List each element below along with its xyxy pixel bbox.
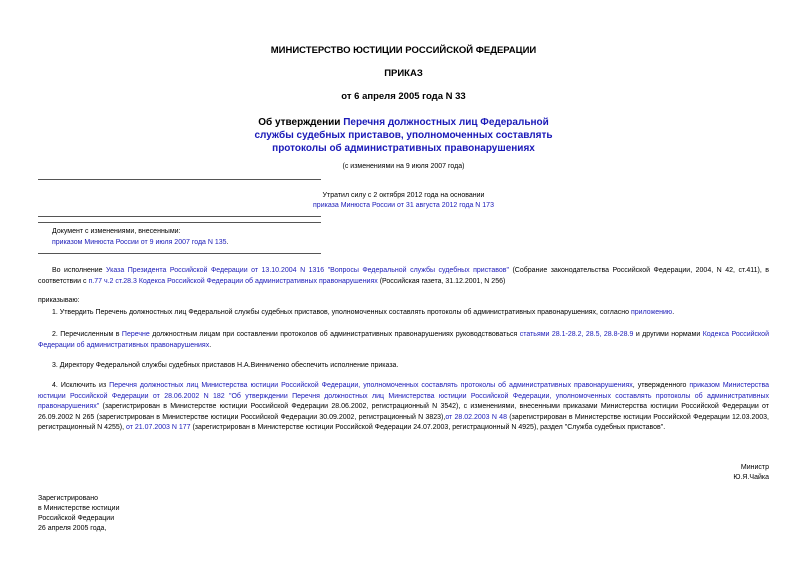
item-2-text-3: и другими нормами xyxy=(633,331,703,338)
document-title xyxy=(0,116,807,155)
item-2-paragraph xyxy=(38,330,769,351)
doc-changes-label: Документ с изменениями, внесенными: xyxy=(52,228,181,235)
registration-line-4: 26 апреля 2005 года, xyxy=(38,525,107,532)
registration-block xyxy=(38,494,119,534)
item-3-text: 3. Директору Федеральной службы судебных приставов Н.А.Винниченко обеспечить исполнение приказа. xyxy=(52,362,399,369)
item-1-text: 1. Утвердить Перечень должностных лиц Федеральной службы судебных приставов, уполномоченных составлять протоколы об административных правонарушениях, согласно xyxy=(52,309,631,316)
doc-date-number: от 6 апреля 2005 года N 33 xyxy=(341,91,466,102)
item-2-text-2: должностным лицам при составлении протоколов об административных правонарушениях руководствоваться xyxy=(149,331,520,338)
expiry-link[interactable]: приказа Минюста России от 31 августа 2012 года N 173 xyxy=(313,202,494,209)
preamble-text-1: Во исполнение xyxy=(52,267,107,274)
preamble-paragraph xyxy=(38,266,769,287)
title-link-line1[interactable]: Перечня должностных лиц Федеральной xyxy=(343,117,549,128)
divider xyxy=(38,179,321,180)
title-prefix: Об утверждении xyxy=(258,117,344,128)
admin-code-link[interactable]: Кодекса Российской Федерации об административных правонарушениях xyxy=(38,331,769,349)
doc-changes-end: . xyxy=(226,239,229,246)
doc-changes-link[interactable]: приказом Минюста России от 9 июля 2007 года N 135 xyxy=(52,239,227,246)
articles-link[interactable]: статьями 28.1-28.2, 28.5, 28.8-28.9 xyxy=(519,331,634,338)
signature-position: Министр xyxy=(740,464,769,471)
order-48-link[interactable]: от 28.02.2003 N 48 xyxy=(445,413,507,421)
registration-line-2: в Министерстве юстиции xyxy=(38,505,120,512)
expiry-note: Утратил силу с 2 октября 2012 года на основании xyxy=(322,192,485,199)
order-word: приказываю: xyxy=(38,297,80,304)
item-1-end: . xyxy=(672,309,675,316)
signature-name: Ю.Я.Чайка xyxy=(733,474,769,481)
item-4-text-2: , утвержденного xyxy=(632,382,690,389)
item-4-text-1: 4. Исключить из xyxy=(52,382,110,389)
preamble-text-3: (Российская газета, 31.12.2001, N 256) xyxy=(377,277,506,285)
item-3-paragraph xyxy=(38,361,769,372)
item-4-paragraph xyxy=(38,381,769,434)
item-2-end: . xyxy=(209,341,212,349)
divider xyxy=(38,222,321,223)
decree-link[interactable]: Указа Президента Российской Федерации от 13.10.2004 N 1316 "Вопросы Федеральной службы судебных приставов" xyxy=(106,267,509,274)
registration-line-3: Российской Федерации xyxy=(38,515,115,522)
item-4-text-3: (зарегистрирован в Министерстве юстиции Российской Федерации 28.06.2002, регистрационный N 3542), с изменениями, внесенными приказами Министерства юстиции Российской Федерации от 26.09.2002 N 265 (зарегистрирован в Министерстве юстиции Российской Федерации 30.09.2002, регистрационный N 3823), xyxy=(38,403,769,421)
preamble-text-2: (Собрание законодательства Российской Федерации, 2004, N 42, ст.411), в соответствии с xyxy=(38,267,769,285)
signature-block xyxy=(733,463,769,483)
ministry-list-link[interactable]: Перечня должностных лиц Министерства юстиции Российской Федерации, уполномоченных составлять протоколы об административных правонарушениях xyxy=(109,382,633,389)
divider xyxy=(38,216,321,217)
divider xyxy=(38,253,321,254)
appendix-link[interactable]: приложению xyxy=(631,309,673,316)
list-link[interactable]: Перечне xyxy=(121,331,150,338)
item-4-text-4: (зарегистрирован в Министерстве юстиции Российской Федерации 12.03.2003, регистрационный N 4255), xyxy=(38,413,770,431)
item-4-text-5: (зарегистрирован в Министерстве юстиции Российской Федерации 24.07.2003, регистрационный N 4925), раздел "Служба судебных приставов". xyxy=(190,424,666,431)
registration-line-1: Зарегистрировано xyxy=(38,495,98,502)
amendments-note: (с изменениями на 9 июля 2007 года) xyxy=(342,163,465,170)
doc-type-heading: ПРИКАЗ xyxy=(384,68,423,79)
order-177-link[interactable]: от 21.07.2003 N 177 xyxy=(125,424,191,431)
order-182-link[interactable]: приказом Министерства юстиции Российской Федерации от 28.06.2002 N 182 "Об утверждении Перечня должностных лиц Министерства юстиции Российской Федерации, уполномоченных составлять протоколы об административных правонарушениях" xyxy=(38,382,769,410)
doc-changes-line xyxy=(52,238,229,248)
item-1-paragraph xyxy=(38,308,769,319)
code-article-link[interactable]: п.77 ч.2 ст.28.3 Кодекса Российской Федерации об административных правонарушениях xyxy=(88,277,378,285)
title-link-line2[interactable]: службы судебных приставов, уполномоченных составлять xyxy=(254,130,553,141)
title-link-line3[interactable]: протоколы об административных правонарушениях xyxy=(272,143,535,154)
ministry-heading: МИНИСТЕРСТВО ЮСТИЦИИ РОССИЙСКОЙ ФЕДЕРАЦИИ xyxy=(270,45,537,56)
item-2-text-1: 2. Перечисленным в xyxy=(52,331,122,338)
